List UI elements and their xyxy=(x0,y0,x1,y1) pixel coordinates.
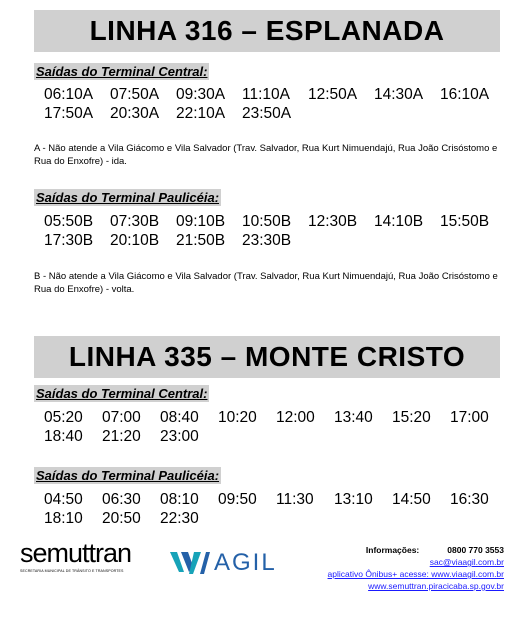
departure-time: 15:20 xyxy=(392,409,431,426)
departure-time: 05:20 xyxy=(44,409,83,426)
viaagil-mark-icon xyxy=(170,550,210,576)
departure-time: 07:50A xyxy=(110,86,160,103)
line-335-title: LINHA 335 – MONTE CRISTO xyxy=(34,336,500,378)
departure-time: 14:50 xyxy=(392,491,431,508)
departure-time: 14:30A xyxy=(374,86,424,103)
departure-time: 11:10A xyxy=(242,86,290,103)
departure-time: 20:30A xyxy=(110,105,160,122)
departure-time: 12:00 xyxy=(276,409,315,426)
departure-time: 13:40 xyxy=(334,409,373,426)
departure-time: 22:10A xyxy=(176,105,226,122)
departure-time: 04:50 xyxy=(44,491,83,508)
departure-time: 13:10 xyxy=(334,491,373,508)
departure-time: 09:30A xyxy=(176,86,226,103)
departure-time: 16:30 xyxy=(450,491,489,508)
departure-time: 12:30B xyxy=(308,213,358,230)
semuttran-logo xyxy=(20,537,152,581)
semuttran-logo-text: semuttran xyxy=(20,538,132,568)
departure-time: 16:10A xyxy=(440,86,490,103)
departure-time: 11:30 xyxy=(276,491,314,508)
departure-time: 07:30B xyxy=(110,213,160,230)
line-335-paulicea-times xyxy=(44,490,514,528)
departure-time: 08:40 xyxy=(160,409,199,426)
line-316-central-label: Saídas do Terminal Central: xyxy=(36,64,208,79)
line-316-central-times xyxy=(44,85,514,123)
departure-time: 18:10 xyxy=(44,510,83,527)
viaagil-agil-text: AGIL xyxy=(214,549,277,576)
website-link[interactable]: www.semuttran.piracicaba.sp.gov.br xyxy=(368,581,504,591)
contact-info xyxy=(328,544,504,592)
departure-time: 09:10B xyxy=(176,213,226,230)
departure-time: 21:50B xyxy=(176,232,226,249)
departure-time: 12:50A xyxy=(308,86,358,103)
departure-time: 17:30B xyxy=(44,232,94,249)
departure-time: 17:50A xyxy=(44,105,94,122)
line-316-title: LINHA 316 – ESPLANADA xyxy=(34,10,500,52)
departure-time: 20:50 xyxy=(102,510,141,527)
line-316-paulicea-label: Saídas do Terminal Paulicéia: xyxy=(36,190,220,205)
line-316-paulicea-times xyxy=(44,212,514,250)
departure-time: 10:20 xyxy=(218,409,257,426)
departure-time: 09:50 xyxy=(218,491,257,508)
departure-time: 15:50B xyxy=(440,213,490,230)
departure-time: 14:10B xyxy=(374,213,424,230)
departure-time: 23:00 xyxy=(160,428,199,445)
departure-time: 22:30 xyxy=(160,510,199,527)
departure-time: 10:50B xyxy=(242,213,292,230)
semuttran-logo-subtitle: SECRETARIA MUNICIPAL DE TRÂNSITO E TRANSPORTES xyxy=(20,569,124,573)
departure-time: 20:10B xyxy=(110,232,160,249)
departure-time: 06:30 xyxy=(102,491,141,508)
departure-time: 05:50B xyxy=(44,213,94,230)
departure-time: 06:10A xyxy=(44,86,94,103)
line-316-note-a: A - Não atende a Vila Giácomo e Vila Salvador (Trav. Salvador, Rua Kurt Nimuendajú, Rua João Crisóstomo e Rua do Enxofre) - ida. xyxy=(34,143,498,167)
line-316-note-b: B - Não atende a Vila Giácomo e Vila Salvador (Trav. Salvador, Rua Kurt Nimuendajú, Rua João Crisóstomo e Rua do Enxofre) - volta. xyxy=(34,271,498,295)
viaagil-logo xyxy=(170,548,300,578)
info-label: Informações: xyxy=(365,545,420,555)
departure-time: 23:50A xyxy=(242,105,292,122)
departure-time: 18:40 xyxy=(44,428,83,445)
departure-time: 17:00 xyxy=(450,409,489,426)
phone-number: 0800 770 3553 xyxy=(447,545,504,555)
line-335-paulicea-label: Saídas do Terminal Paulicéia: xyxy=(36,468,220,483)
email-link[interactable]: sac@viaagil.com.br xyxy=(429,557,504,567)
line-335-central-label: Saídas do Terminal Central: xyxy=(36,386,208,401)
departure-time: 08:10 xyxy=(160,491,199,508)
departure-time: 21:20 xyxy=(102,428,141,445)
line-335-central-times xyxy=(44,408,514,446)
app-link[interactable]: aplicativo Ônibus+ acesse: www.viaagil.com.br xyxy=(327,569,504,579)
departure-time: 07:00 xyxy=(102,409,141,426)
departure-time: 23:30B xyxy=(242,232,292,249)
